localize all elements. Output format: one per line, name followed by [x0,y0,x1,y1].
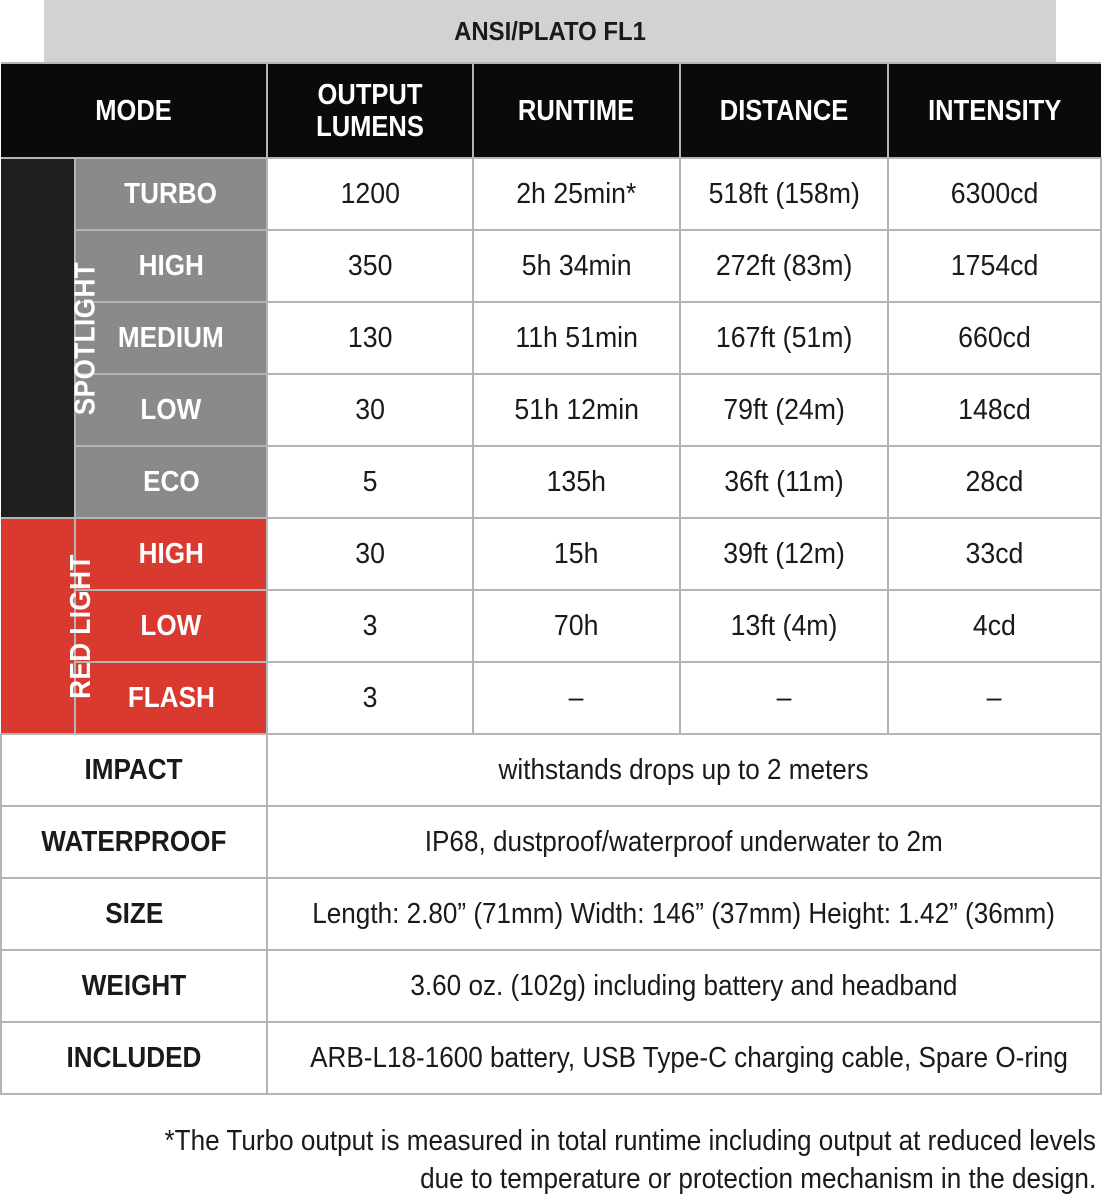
spec-label: WATERPROOF [1,806,267,878]
lumens-cell: 350 [267,230,473,302]
mode-cell: ECO [75,446,267,518]
table-row [1,446,1101,518]
lumens-cell: 3 [267,662,473,734]
spec-row-waterproof [1,806,1101,878]
mode-cell: LOW [75,374,267,446]
runtime-cell: 15h [473,518,680,590]
runtime-cell: 135h [473,446,680,518]
intensity-cell: 33cd [888,518,1101,590]
mode-cell: LOW [75,590,267,662]
spec-row-included [1,1022,1101,1094]
intensity-cell: 6300cd [888,158,1101,230]
spec-value: ARB-L18-1600 battery, USB Type-C charging cable, Spare O-ring [267,1022,1101,1094]
mode-cell: MEDIUM [75,302,267,374]
intensity-cell: 660cd [888,302,1101,374]
intensity-cell: 148cd [888,374,1101,446]
intensity-cell: 28cd [888,446,1101,518]
distance-cell: 36ft (11m) [680,446,888,518]
runtime-cell: 11h 51min [473,302,680,374]
distance-cell: 518ft (158m) [680,158,888,230]
lumens-cell: 1200 [267,158,473,230]
runtime-cell: 51h 12min [473,374,680,446]
lumens-cell: 30 [267,518,473,590]
mode-cell: TURBO [75,158,267,230]
runtime-cell: 70h [473,590,680,662]
table-row [1,518,1101,590]
footnote-line-1: *The Turbo output is measured in total runtime including output at reduced levels [164,1125,1096,1157]
header-intensity: INTENSITY [888,63,1101,158]
distance-cell: 39ft (12m) [680,518,888,590]
spec-label: WEIGHT [1,950,267,1022]
runtime-cell: 2h 25min* [473,158,680,230]
table-title: ANSI/PLATO FL1 [44,0,1056,62]
spec-value: IP68, dustproof/waterproof underwater to 2m [267,806,1101,878]
mode-cell: HIGH [75,230,267,302]
footnote-line-2: due to temperature or protection mechanism in the design. [419,1163,1096,1195]
mode-cell: HIGH [75,518,267,590]
header-output-lumens: OUTPUT LUMENS [267,63,473,158]
distance-cell: 79ft (24m) [680,374,888,446]
table-row [1,662,1101,734]
distance-cell: – [680,662,888,734]
table-row [1,302,1101,374]
spec-row-size [1,878,1101,950]
distance-cell: 13ft (4m) [680,590,888,662]
group-label-spotlight: SPOTLIGHT [1,158,75,518]
lumens-cell: 3 [267,590,473,662]
header-runtime: RUNTIME [473,63,680,158]
spec-value: 3.60 oz. (102g) including battery and headband [267,950,1101,1022]
spec-table [0,62,1102,1095]
distance-cell: 272ft (83m) [680,230,888,302]
table-row [1,374,1101,446]
header-distance: DISTANCE [680,63,888,158]
runtime-cell: 5h 34min [473,230,680,302]
footnote [16,1122,1096,1198]
table-row [1,230,1101,302]
table-row [1,590,1101,662]
intensity-cell: 4cd [888,590,1101,662]
header-mode: MODE [1,63,267,158]
table-row [1,158,1101,230]
spec-label: SIZE [1,878,267,950]
spec-label: INCLUDED [1,1022,267,1094]
group-label-red-light: RED LIGHT [1,518,75,734]
lumens-cell: 5 [267,446,473,518]
spec-label: IMPACT [1,734,267,806]
runtime-cell: – [473,662,680,734]
lumens-cell: 30 [267,374,473,446]
distance-cell: 167ft (51m) [680,302,888,374]
spec-value: Length: 2.80” (71mm) Width: 146” (37mm) Height: 1.42” (36mm) [267,878,1101,950]
spec-value: withstands drops up to 2 meters [267,734,1101,806]
header-row [1,63,1101,158]
intensity-cell: 1754cd [888,230,1101,302]
spec-row-impact [1,734,1101,806]
lumens-cell: 130 [267,302,473,374]
intensity-cell: – [888,662,1101,734]
spec-row-weight [1,950,1101,1022]
mode-cell: FLASH [75,662,267,734]
